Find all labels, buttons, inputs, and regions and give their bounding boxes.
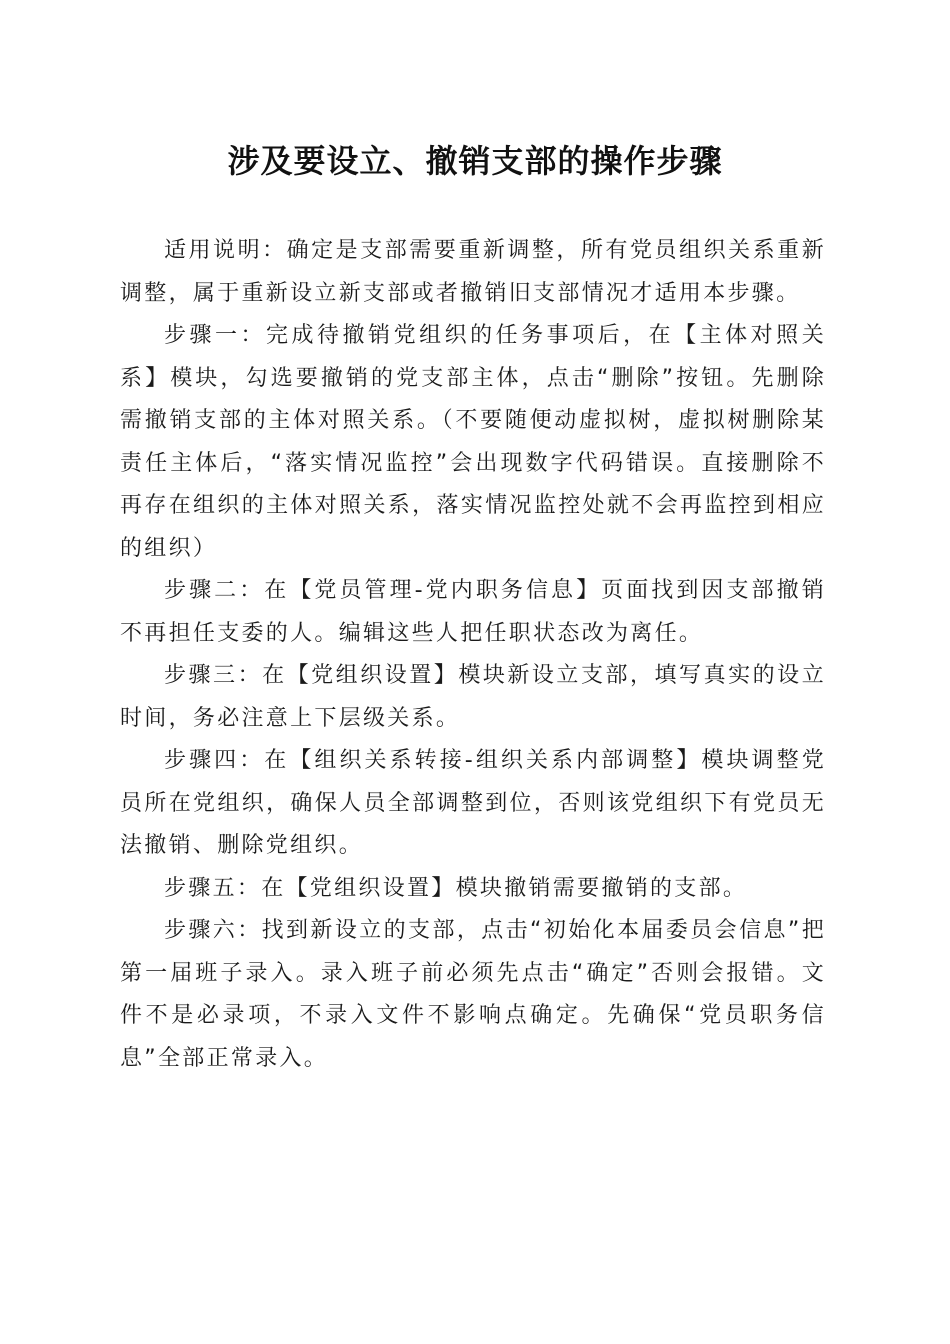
paragraph-step-3: 步骤三：在【党组织设置】模块新设立支部，填写真实的设立时间，务必注意上下层级关系。 [120, 663, 826, 731]
paragraph-step-1: 步骤一：完成待撤销党组织的任务事项后，在【主体对照关系】模块，勾选要撤销的党支部主体，点击“删除”按钮。先删除需撤销支部的主体对照关系。（不要随便动虚拟树，虚拟树删除某责任主体后，“落实情况监控”会出现数字代码错误。直接删除不再存在组织的主体对照关系，落实情况监控处就不会再监控到相应的组织） [120, 323, 826, 561]
paragraph-step-6: 步骤六：找到新设立的支部，点击“初始化本届委员会信息”把第一届班子录入。录入班子前必须先点击“确定”否则会报错。文件不是必录项，不录入文件不影响点确定。先确保“党员职务信息”全部正常录入。 [120, 918, 826, 1071]
paragraph-step-4: 步骤四：在【组织关系转接-组织关系内部调整】模块调整党员所在党组织，确保人员全部调整到位，否则该党组织下有党员无法撤销、删除党组织。 [120, 748, 826, 858]
paragraph-applicability-note: 适用说明：确定是支部需要重新调整，所有党员组织关系重新调整，属于重新设立新支部或者撤销旧支部情况才适用本步骤。 [120, 238, 826, 306]
paragraph-step-2: 步骤二：在【党员管理-党内职务信息】页面找到因支部撤销不再担任支委的人。编辑这些人把任职状态改为离任。 [120, 578, 826, 646]
document-body [120, 230, 826, 1080]
paragraph-step-5: 步骤五：在【党组织设置】模块撤销需要撤销的支部。 [164, 875, 748, 901]
document-title: 涉及要设立、撤销支部的操作步骤 [227, 142, 723, 180]
